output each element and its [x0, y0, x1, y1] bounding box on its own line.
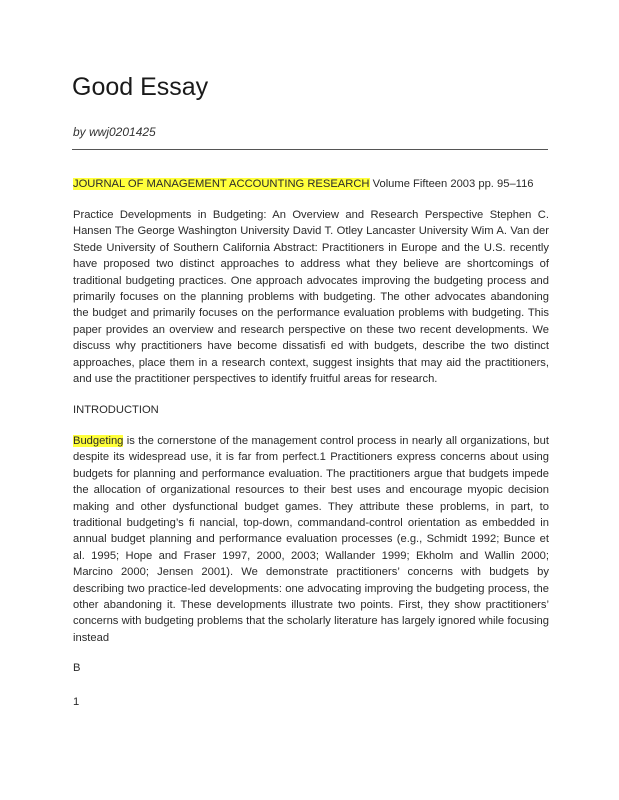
journal-citation: [73, 176, 549, 192]
budgeting-highlight: Budgeting: [73, 435, 124, 447]
journal-name-highlight: JOURNAL OF MANAGEMENT ACCOUNTING RESEARCH: [73, 178, 370, 190]
section-marker: B: [73, 662, 81, 674]
introduction-paragraph: [73, 433, 549, 646]
page-number: 1: [73, 696, 80, 708]
title-divider: [72, 149, 548, 150]
journal-volume-text: Volume Fifteen 2003 pp. 95–116: [369, 178, 534, 190]
abstract-paragraph: Practice Developments in Budgeting: An Overview and Research Perspective Stephen C. Hansen The George Washington University David T. Otley Lancaster University Wim A. Van der Stede University of Southern California Abstract: Practitioners in Europe and the U.S. recently have proposed two distinct approaches to address what they believe are shortcomings of traditional budgeting practices. One approach advocates improving the budgeting process and primarily focuses on the planning problems with budgeting. The other advocates abandoning the budget and primarily focuses on the performance evaluation problems with budgeting. This paper provides an overview and research perspective on these two recent developments. We discuss why practitioners have become dissatisﬁ ed with budgets, describe the two distinct approaches, place them in a research context, suggest insights that may aid the practitioners, and use the practitioner perspectives to identify fruitful areas for research.: [73, 209, 549, 386]
section-heading-introduction: INTRODUCTION: [73, 404, 159, 416]
author-byline: by wwj0201425: [73, 125, 156, 139]
introduction-text: is the cornerstone of the management control process in nearly all organizations, but despite its widespread use, it is far from perfect.1 Practitioners express concerns about using budgets for planning and performance evaluation. The practitioners argue that budgets impede the allocation of organizational resources to their best uses and encourage myopic decision making and other dysfunctional budget games. They attribute these problems, in part, to traditional budgeting’s ﬁ nancial, top-down, commandand-control orientation as embedded in annual budget planning and performance evaluation processes (e.g., Schmidt 1992; Bunce et al. 1995; Hope and Fraser 1997, 2000, 2003; Wallander 1999; Ekholm and Wallin 2000; Marcino 2000; Jensen 2001). We demonstrate practitioners’ concerns with budgets by describing two practice-led developments: one advocating improving the budgeting process, the other abandoning it. These developments illustrate two points. First, they show practitioners’ concerns with budgeting problems that the scholarly literature has largely ignored while focusing instead: [73, 435, 549, 644]
document-title: Good Essay: [72, 73, 209, 101]
